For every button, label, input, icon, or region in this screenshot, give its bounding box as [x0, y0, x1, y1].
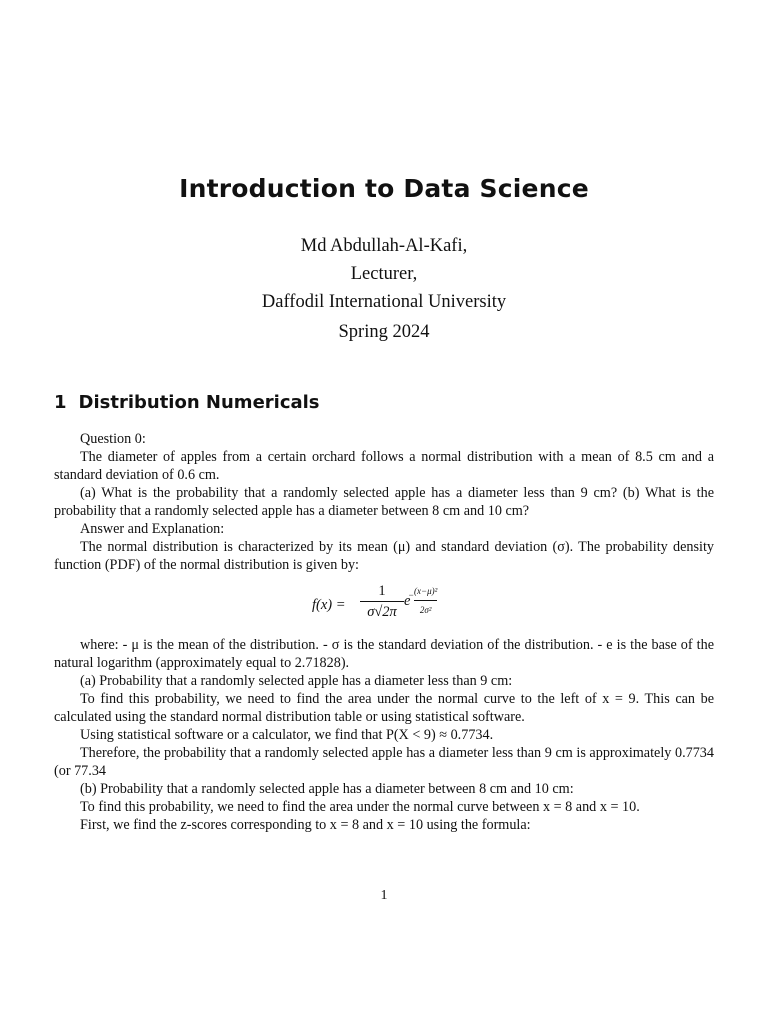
author-block [0, 232, 768, 316]
paragraph: Answer and Explanation: [80, 521, 225, 537]
paragraph: Therefore, the probability that a randomly selected apple has a diameter less than 9 cm is approximately 0.7734 (or 77.34 [54, 745, 714, 779]
author-role: Lecturer, [350, 264, 418, 284]
formula-fraction [360, 582, 404, 621]
formula-lhs: f(x) = [312, 597, 346, 613]
formula-exponent-numerator: (x−μ)² [414, 582, 437, 601]
author-name: Md Abdullah-Al-Kafi, [300, 236, 468, 256]
paragraph: Using statistical software or a calculator, we find that P(X < 9) ≈ 0.7734. [80, 727, 494, 743]
document-title: Introduction to Data Science [179, 174, 589, 203]
pdf-formula [54, 582, 714, 628]
paragraph: where: - μ is the mean of the distribution. - σ is the standard deviation of the distribution. - e is the base of the natural logarithm (approximately equal to 2.71828). [54, 637, 714, 671]
section-number: 1 [54, 392, 67, 413]
paragraph: The diameter of apples from a certain orchard follows a normal distribution with a mean of 8.5 cm and a standard deviation of 0.6 cm. [54, 449, 714, 483]
formula-numerator: 1 [360, 582, 404, 602]
paragraph: (a) Probability that a randomly selected apple has a diameter less than 9 cm: [80, 673, 513, 689]
section-body [54, 430, 714, 834]
document-date: Spring 2024 [338, 322, 430, 342]
paragraph: To find this probability, we need to find the area under the normal curve between x = 8 and x = 10. [80, 799, 640, 815]
section-title: Distribution Numericals [78, 392, 320, 413]
paragraph: (a) What is the probability that a randomly selected apple has a diameter less than 9 cm? (b) What is the probability that a randomly selected apple has a diameter between 8 cm and 10 cm? [54, 485, 714, 519]
paragraph: First, we find the z-scores corresponding to x = 8 and x = 10 using the formula: [80, 817, 531, 833]
paragraph: Question 0: [80, 431, 146, 447]
formula-base: e [404, 593, 411, 609]
author-affiliation: Daffodil International University [261, 292, 507, 312]
formula-exponent [408, 582, 438, 619]
section-heading [54, 392, 320, 413]
page-number: 1 [380, 888, 388, 903]
formula-denominator: σ√2π [367, 604, 397, 620]
formula-exponent-denominator: 2σ² [419, 605, 432, 615]
paragraph: (b) Probability that a randomly selected apple has a diameter between 8 cm and 10 cm: [80, 781, 574, 797]
paragraph: The normal distribution is characterized by its mean (μ) and standard deviation (σ). The probability density function (PDF) of the normal distribution is given by: [54, 539, 714, 573]
formula-exponent-sign: − [408, 590, 415, 600]
paragraph: To find this probability, we need to find the area under the normal curve to the left of x = 9. This can be calculated using the standard normal distribution table or using statistical software. [54, 691, 714, 725]
